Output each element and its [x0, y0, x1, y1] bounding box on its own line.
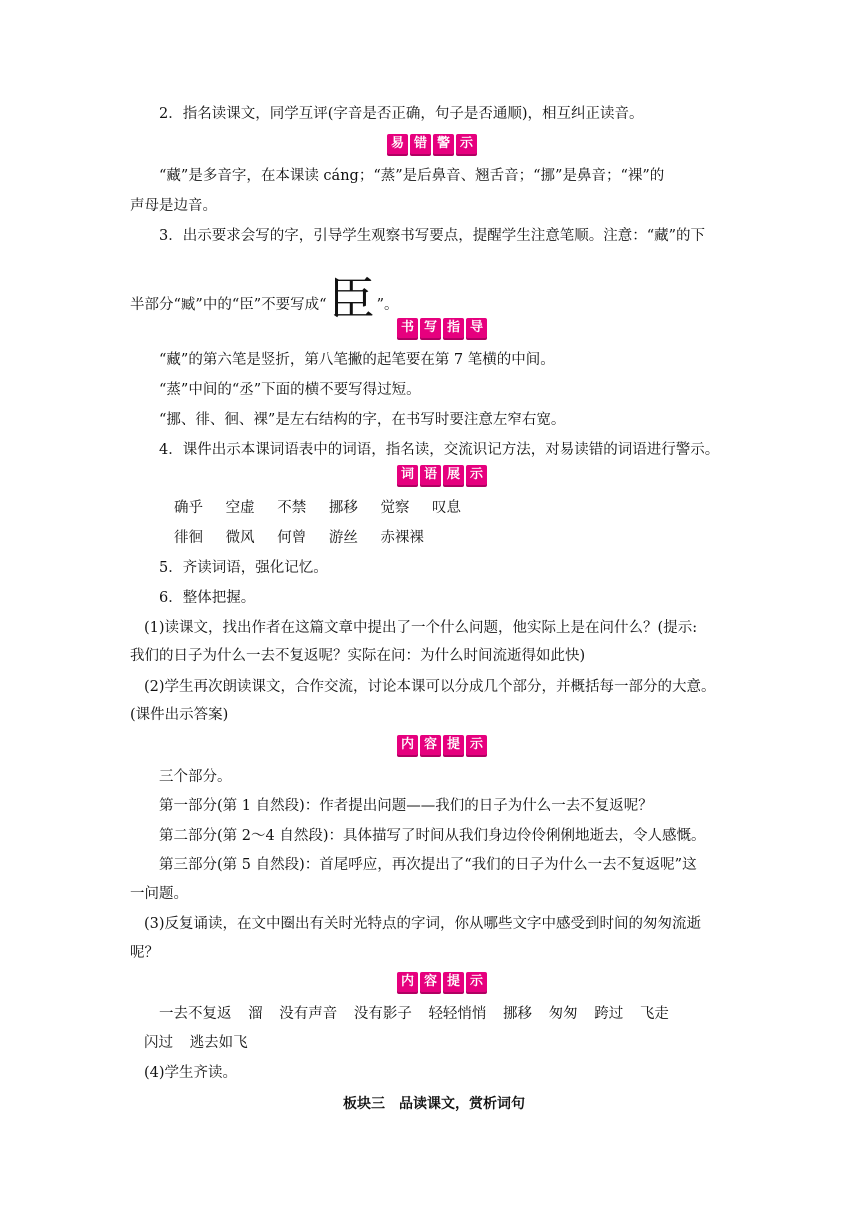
vocabulary-row-1	[174, 498, 479, 518]
writing-guide-line-1: “藏”的第六笔是竖折，第八笔撇的起笔要在第 7 笔横的中间。	[159, 352, 555, 368]
badge-char: 示	[466, 735, 487, 755]
part-3-summary-line-1: 第三部分(第 5 自然段)：首尾呼应，再次提出了“我们的日子为什么一去不复返呢”这	[159, 857, 697, 873]
vocabulary-row-2	[174, 528, 442, 548]
time-word: 逃去如飞	[189, 1035, 248, 1051]
vocabulary-word: 挪移	[328, 500, 358, 516]
part-3-summary-line-2: 一问题。	[130, 886, 188, 902]
time-word: 轻轻悄悄	[428, 1006, 487, 1022]
vocabulary-word: 确乎	[174, 500, 203, 516]
question-4-text: (4)学生齐读。	[144, 1065, 238, 1081]
time-word: 没有声音	[279, 1006, 338, 1022]
badge-char: 展	[443, 465, 464, 485]
writing-guide-line-3: “挪、徘、徊、裸”是左右结构的字，在书写时要注意左窄右宽。	[159, 412, 566, 428]
badge-content-hint-2	[397, 972, 487, 994]
vocabulary-word: 空虚	[225, 500, 255, 516]
badge-char: 警	[433, 134, 454, 154]
step-6-text: 6．整体把握。	[159, 590, 256, 606]
time-word: 没有影子	[353, 1006, 412, 1022]
vocabulary-word: 叹息	[432, 500, 462, 516]
time-word: 闪过	[144, 1035, 173, 1051]
badge-content-hint	[397, 735, 487, 757]
step-3-line-2	[130, 272, 399, 326]
step-3-line-1: 3．出示要求会写的字，引导学生观察书写要点，提醒学生注意笔顺。注意：“藏”的下	[159, 228, 706, 244]
badge-char: 语	[420, 465, 441, 485]
time-word: 跨过	[594, 1006, 624, 1022]
section-heading: 板块三 品读课文，赏析词句	[343, 1096, 525, 1112]
badge-char: 内	[397, 972, 418, 992]
pronunciation-note-line-2: 声母是边音。	[130, 198, 217, 214]
question-2-line-2: (课件出示答案)	[130, 707, 229, 723]
badge-pronunciation-warning	[387, 134, 477, 156]
badge-word-display	[397, 465, 487, 487]
badge-char: 写	[420, 318, 441, 338]
badge-char: 词	[397, 465, 418, 485]
badge-char: 示	[456, 134, 477, 154]
time-word: 飞走	[639, 1006, 669, 1022]
badge-char: 指	[443, 318, 464, 338]
badge-char: 错	[410, 134, 431, 154]
vocabulary-word: 徘徊	[174, 530, 203, 546]
time-word: 一去不复返	[159, 1006, 232, 1022]
pronunciation-note-line-1: “藏”是多音字，在本课读 cáng；“蒸”是后鼻音、翘舌音；“挪”是鼻音；“裸”的	[159, 168, 665, 184]
vocabulary-word: 觉察	[380, 500, 410, 516]
part-2-summary: 第二部分(第 2～4 自然段)：具体描写了时间从我们身边伶伶俐俐地逝去，令人感慨。	[159, 828, 706, 844]
time-word: 匆匆	[548, 1006, 578, 1022]
step-4-text: 4．课件出示本课词语表中的词语，指名读，交流识记方法，对易读错的词语进行警示。	[159, 442, 720, 458]
badge-char: 书	[397, 318, 418, 338]
step-3-text-before: 半部分“臧”中的“臣”不要写成“	[130, 297, 327, 313]
step-5-text: 5．齐读词语，强化记忆。	[159, 560, 328, 576]
vocabulary-word: 何曾	[277, 530, 307, 546]
part-1-summary: 第一部分(第 1 自然段)：作者提出问题——我们的日子为什么一去不复返呢？	[159, 798, 653, 814]
step-2-text: 2．指名读课文，同学互评(字音是否正确，句子是否通顺)，相互纠正读音。	[159, 106, 644, 122]
vocabulary-word: 游丝	[328, 530, 358, 546]
badge-char: 提	[443, 972, 464, 992]
writing-guide-line-2: “蒸”中间的“丞”下面的横不要写得过短。	[159, 382, 421, 398]
time-word: 溜	[248, 1006, 263, 1022]
time-word: 挪移	[503, 1006, 533, 1022]
step-3-text-after: ”。	[376, 297, 399, 313]
vocabulary-word: 不禁	[277, 500, 307, 516]
badge-char: 示	[466, 465, 487, 485]
question-1-line-1: (1)读课文，找出作者在这篇文章中提出了一个什么问题，他实际上是在问什么？(提示:	[144, 620, 698, 636]
incorrect-character-sample: 臣	[328, 272, 375, 326]
vocabulary-word: 赤裸裸	[380, 530, 424, 546]
question-2-line-1: (2)学生再次朗读课文，合作交流，讨论本课可以分成几个部分，并概括每一部分的大意。	[144, 679, 716, 695]
question-3-line-2: 呢？	[130, 945, 159, 961]
badge-char: 内	[397, 735, 418, 755]
vocabulary-word: 微风	[225, 530, 255, 546]
time-words-row-1	[159, 1004, 681, 1024]
badge-char: 提	[443, 735, 464, 755]
time-words-row-2	[144, 1033, 260, 1053]
badge-writing-guide	[397, 318, 487, 340]
badge-char: 容	[420, 972, 441, 992]
badge-char: 易	[387, 134, 408, 154]
question-1-line-2: 我们的日子为什么一去不复返呢？实际在问：为什么时间流逝得如此快)	[130, 648, 586, 664]
badge-char: 容	[420, 735, 441, 755]
badge-char: 示	[466, 972, 487, 992]
parts-intro: 三个部分。	[159, 769, 232, 785]
question-3-line-1: (3)反复诵读，在文中圈出有关时光特点的字词，你从哪些文字中感受到时间的匆匆流逝	[144, 916, 702, 932]
badge-char: 导	[466, 318, 487, 338]
